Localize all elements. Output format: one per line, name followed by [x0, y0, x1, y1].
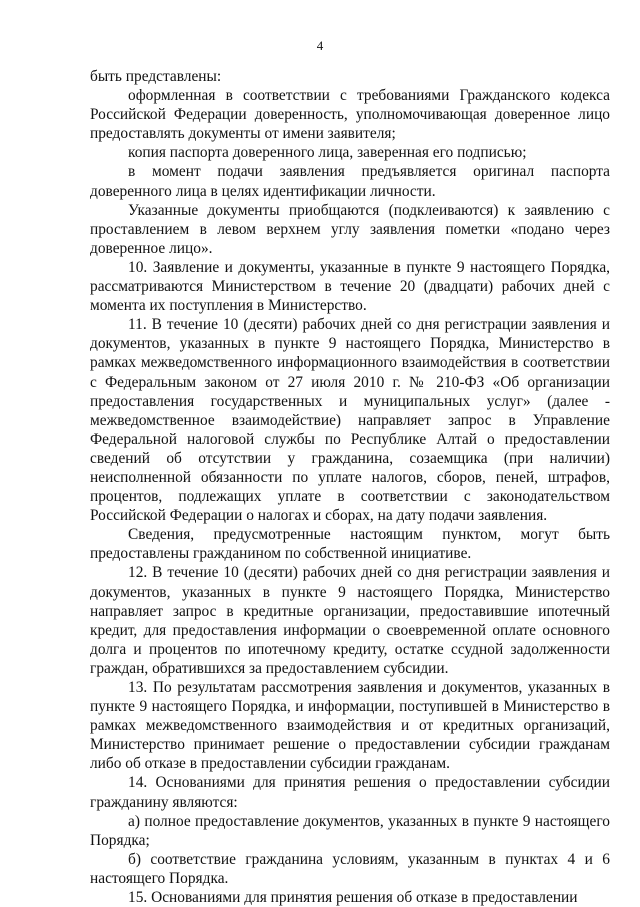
document-body: [90, 67, 610, 907]
paragraph-item-10: 10. Заявление и документы, указанные в пункте 9 настоящего Порядка, рассматриваются Министерством в течение 20 (двадцати) рабочих дней с момента их поступления в Министерство.: [90, 258, 610, 315]
paragraph-item-14: 14. Основаниями для принятия решения о предоставлении субсидии гражданину являются:: [90, 774, 610, 811]
paragraph-item-11-note: Сведения, предусмотренные настоящим пунктом, могут быть предоставлены гражданином по собственной инициативе.: [90, 526, 610, 563]
paragraph-power-of-attorney: оформленная в соответствии с требованиями Гражданского кодекса Российской Федерации доверенность, уполномочивающая доверенное лицо предоставлять документы от имени заявителя;: [90, 87, 610, 143]
paragraph-item-15: 15. Основаниями для принятия решения об отказе в предоставлении: [128, 889, 578, 907]
page-number: 4: [316, 38, 324, 53]
paragraph-passport-copy: копия паспорта доверенного лица, заверенная его подписью;: [128, 144, 527, 162]
paragraph-item-14-a: а) полное предоставление документов, указанных в пункте 9 настоящего Порядка;: [90, 812, 610, 849]
paragraph-item-13: 13. По результатам рассмотрения заявления и документов, указанных в пункте 9 настоящего Порядка, и информации, поступившей в Министерство в рамках межведомственного взаимодействия и от кредитных организаций, Министерство принимает решение о предоставлении субсидии гражданам либо об отказе в предоставлении субсидии гражданам.: [90, 679, 610, 773]
paragraph-item-14-b: б) соответствие гражданина условиям, указанным в пунктах 4 и 6 настоящего Порядка.: [90, 850, 610, 887]
paragraph-item-11: 11. В течение 10 (десяти) рабочих дней со дня регистрации заявления и документов, указанных в пункте 9 настоящего Порядка, Министерство в рамках межведомственного информационного взаимодействия в соответствии с Федеральным законом от 27 июля 2010 г. № 210-ФЗ «Об организации предоставления государственных и муниципальных услуг» (далее - межведомственное взаимодействие) направляет запрос в Управление Федеральной налоговой службы по Республике Алтай о предоставлении сведений об отсутствии у гражданина, созаемщика (при наличии) неисполненной обязанности по уплате налогов, сборов, пеней, штрафов, процентов, подлежащих уплате в соответствии с законодательством Российской Федерации о налогах и сборах, на дату подачи заявления.: [90, 316, 610, 525]
paragraph-attached-documents: Указанные документы приобщаются (подклеиваются) к заявлению с проставлением в левом верхнем углу заявления пометки «подано через доверенное лицо».: [90, 201, 610, 257]
paragraph-original-passport: в момент подачи заявления предъявляется оригинал паспорта доверенного лица в целях идентификации личности.: [90, 163, 610, 200]
paragraph-item-12: 12. В течение 10 (десяти) рабочих дней со дня регистрации заявления и документов, указанных в пункте 9 настоящего Порядка, Министерство направляет запрос в кредитные организации, предоставившие ипотечный кредит, для предоставления информации о своевременной оплате основного долга и процентов по ипотечному кредиту, остатке ссудной задолженности граждан, обратившихся за предоставлением субсидии.: [90, 564, 610, 677]
paragraph-continuation: быть представлены:: [90, 68, 222, 85]
